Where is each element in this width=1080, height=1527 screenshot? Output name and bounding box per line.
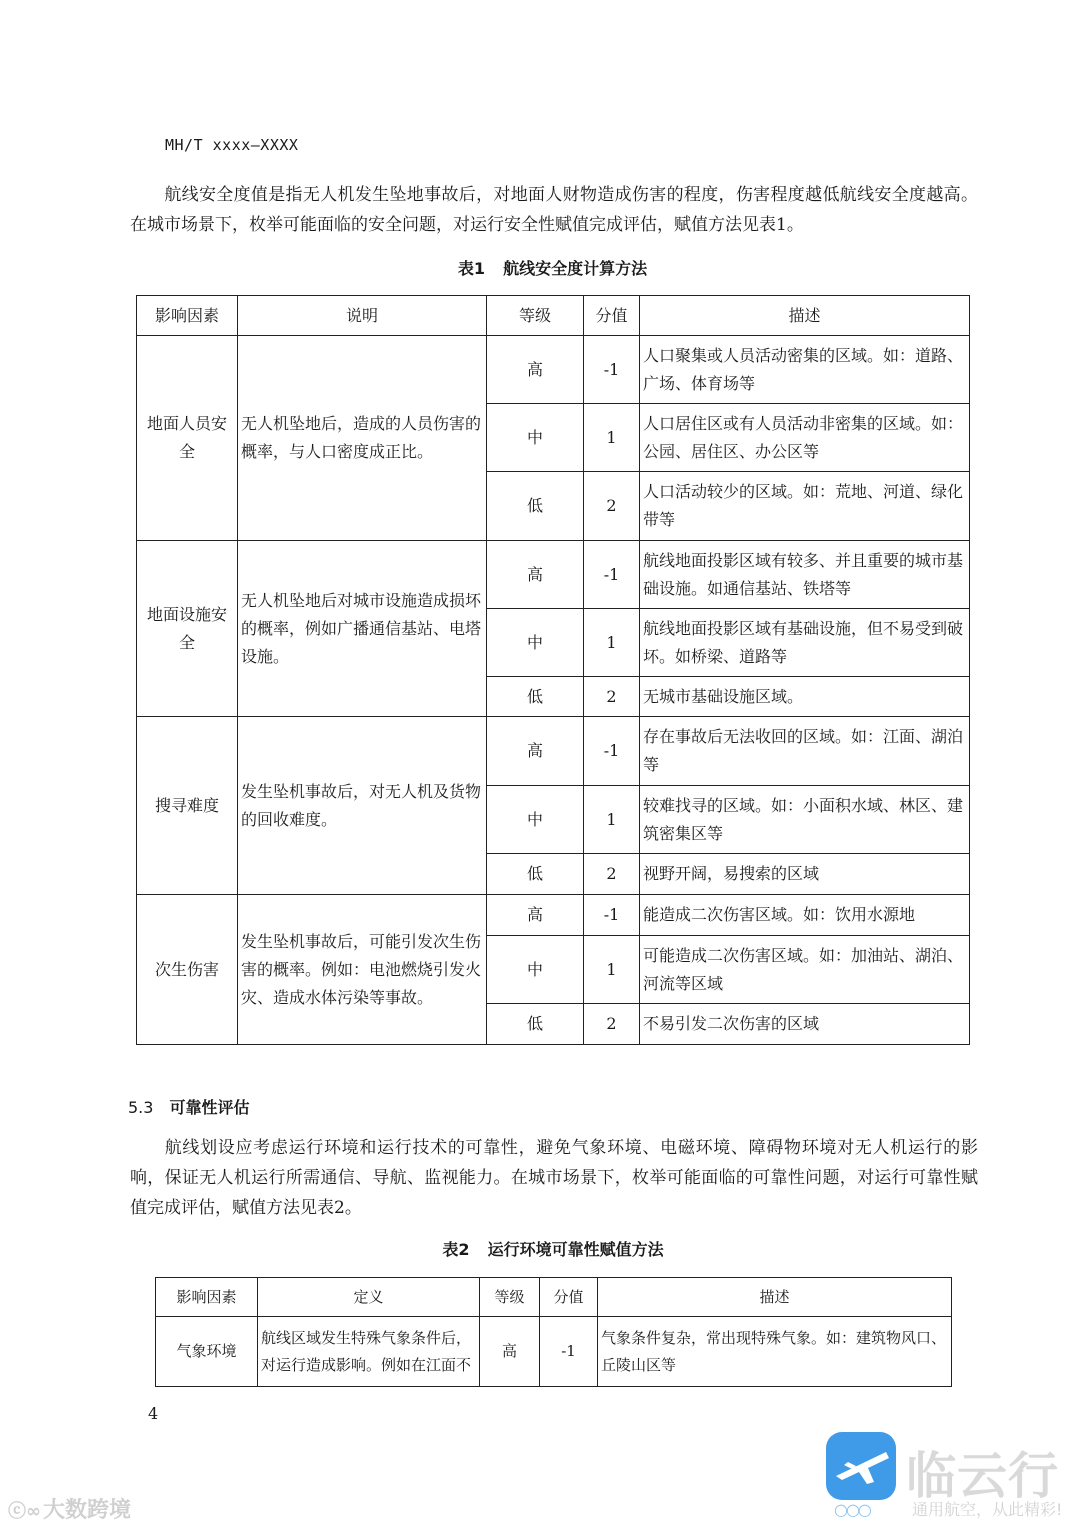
- factor-cell: 气象环境: [156, 1317, 258, 1387]
- description-cell: 存在事故后无法收回的区域。如：江面、湖泊等: [640, 717, 970, 786]
- score-cell: 1: [584, 609, 640, 677]
- explanation-cell: 无人机坠地后对城市设施造成损坏的概率，例如广播通信基站、电塔设施。: [238, 541, 487, 717]
- section-number: 5.3: [128, 1098, 154, 1117]
- level-cell: 中: [487, 936, 584, 1004]
- header-cell: 影响因素: [156, 1278, 258, 1317]
- level-cell: 中: [487, 404, 584, 472]
- header-cell: 描述: [640, 296, 970, 336]
- header-cell: 分值: [540, 1278, 598, 1317]
- header-cell: 描述: [598, 1278, 952, 1317]
- header-cell: 分值: [584, 296, 640, 336]
- brand-slogan: 通用航空，从此精彩!: [912, 1500, 1063, 1519]
- score-cell: 2: [584, 854, 640, 895]
- safety-table: [136, 295, 970, 1045]
- factor-cell: 次生伤害: [137, 895, 238, 1045]
- table-header-row: [156, 1278, 952, 1317]
- score-cell: -1: [584, 717, 640, 786]
- header-cell: 等级: [487, 296, 584, 336]
- header-cell: 说明: [238, 296, 487, 336]
- table-row: [137, 336, 970, 404]
- description-cell: 航线地面投影区域有基础设施，但不易受到破坏。如桥梁、道路等: [640, 609, 970, 677]
- description-cell: 无城市基础设施区域。: [640, 677, 970, 717]
- score-cell: -1: [540, 1317, 598, 1387]
- level-cell: 高: [487, 336, 584, 404]
- definition-cell: 航线区域发生特殊气象条件后，对运行造成影响。例如在江面不: [258, 1317, 480, 1387]
- description-cell: 可能造成二次伤害区域。如：加油站、湖泊、河流等区域: [640, 936, 970, 1004]
- explanation-cell: 无人机坠地后，造成的人员伤害的概率，与人口密度成正比。: [238, 336, 487, 541]
- level-cell: 低: [487, 677, 584, 717]
- description-cell: 较难找寻的区域。如：小面积水域、林区、建筑密集区等: [640, 786, 970, 854]
- level-cell: 中: [487, 786, 584, 854]
- table-row: [137, 717, 970, 786]
- level-cell: 高: [487, 895, 584, 936]
- table-row: [137, 895, 970, 936]
- section-heading: [128, 1095, 249, 1118]
- table2-caption-number: 表2: [442, 1240, 470, 1259]
- score-cell: -1: [584, 895, 640, 936]
- score-cell: -1: [584, 541, 640, 609]
- score-cell: 1: [584, 786, 640, 854]
- table1-caption-title: 航线安全度计算方法: [503, 259, 648, 278]
- level-cell: 高: [487, 541, 584, 609]
- explanation-cell: 发生坠机事故后，可能引发次生伤害的概率。例如：电池燃烧引发火灾、造成水体污染等事故。: [238, 895, 487, 1045]
- explanation-cell: 发生坠机事故后，对无人机及货物的回收难度。: [238, 717, 487, 895]
- score-cell: 2: [584, 472, 640, 541]
- header-cell: 等级: [480, 1278, 540, 1317]
- intro-paragraph: 航线安全度值是指无人机发生坠地事故后，对地面人财物造成伤害的程度，伤害程度越低航线安全度越高。在城市场景下，枚举可能面临的安全问题，对运行安全性赋值完成评估，赋值方法见表1。: [130, 185, 978, 235]
- reliability-paragraph: 航线划设应考虑运行环境和运行技术的可靠性，避免气象环境、电磁环境、障碍物环境对无人机运行的影响，保证无人机运行所需通信、导航、监视能力。在城市场景下，枚举可能面临的可靠性问题，对运行可靠性赋值完成评估，赋值方法见表2。: [130, 1138, 978, 1218]
- section-title: 可靠性评估: [169, 1098, 250, 1117]
- description-cell: 人口居住区或有人员活动非密集的区域。如：公园、居住区、办公区等: [640, 404, 970, 472]
- reliability-table: [155, 1277, 952, 1387]
- level-cell: 低: [487, 1004, 584, 1045]
- level-cell: 高: [480, 1317, 540, 1387]
- score-cell: 2: [584, 677, 640, 717]
- header-cell: 定义: [258, 1278, 480, 1317]
- page-number: 4: [148, 1404, 159, 1423]
- table1-caption: [136, 256, 969, 279]
- level-cell: 高: [487, 717, 584, 786]
- factor-cell: 地面设施安全: [137, 541, 238, 717]
- document-id: MH/T xxxx—XXXX: [165, 136, 299, 154]
- description-cell: 人口活动较少的区域。如：荒地、河道、绿化带等: [640, 472, 970, 541]
- table2-caption: [155, 1237, 951, 1260]
- description-cell: 气象条件复杂，常出现特殊气象。如：建筑物风口、丘陵山区等: [598, 1317, 952, 1387]
- factor-cell: 地面人员安全: [137, 336, 238, 541]
- factor-cell: 搜寻难度: [137, 717, 238, 895]
- table-row: [156, 1317, 952, 1387]
- table-header-row: [137, 296, 970, 336]
- brand-cloud-icon: ○○○: [834, 1500, 870, 1519]
- description-cell: 视野开阔，易搜索的区域: [640, 854, 970, 895]
- score-cell: 1: [584, 404, 640, 472]
- table1-caption-number: 表1: [457, 259, 486, 278]
- score-cell: 1: [584, 936, 640, 1004]
- brand-logo-icon: [826, 1432, 896, 1500]
- description-cell: 航线地面投影区域有较多、并且重要的城市基础设施。如通信基站、铁塔等: [640, 541, 970, 609]
- description-cell: 不易引发二次伤害的区域: [640, 1004, 970, 1045]
- description-cell: 能造成二次伤害区域。如：饮用水源地: [640, 895, 970, 936]
- watermark-left: ⓒ∞大数跨境: [8, 1498, 132, 1523]
- description-cell: 人口聚集或人员活动密集的区域。如：道路、广场、体育场等: [640, 336, 970, 404]
- level-cell: 中: [487, 609, 584, 677]
- level-cell: 低: [487, 854, 584, 895]
- watermark-logo-icon: ⓒ∞: [8, 1501, 41, 1522]
- score-cell: 2: [584, 1004, 640, 1045]
- brand-name: 临云行: [906, 1447, 1059, 1505]
- score-cell: -1: [584, 336, 640, 404]
- header-cell: 影响因素: [137, 296, 238, 336]
- table-row: [137, 541, 970, 609]
- table2-caption-title: 运行环境可靠性赋值方法: [487, 1240, 664, 1259]
- level-cell: 低: [487, 472, 584, 541]
